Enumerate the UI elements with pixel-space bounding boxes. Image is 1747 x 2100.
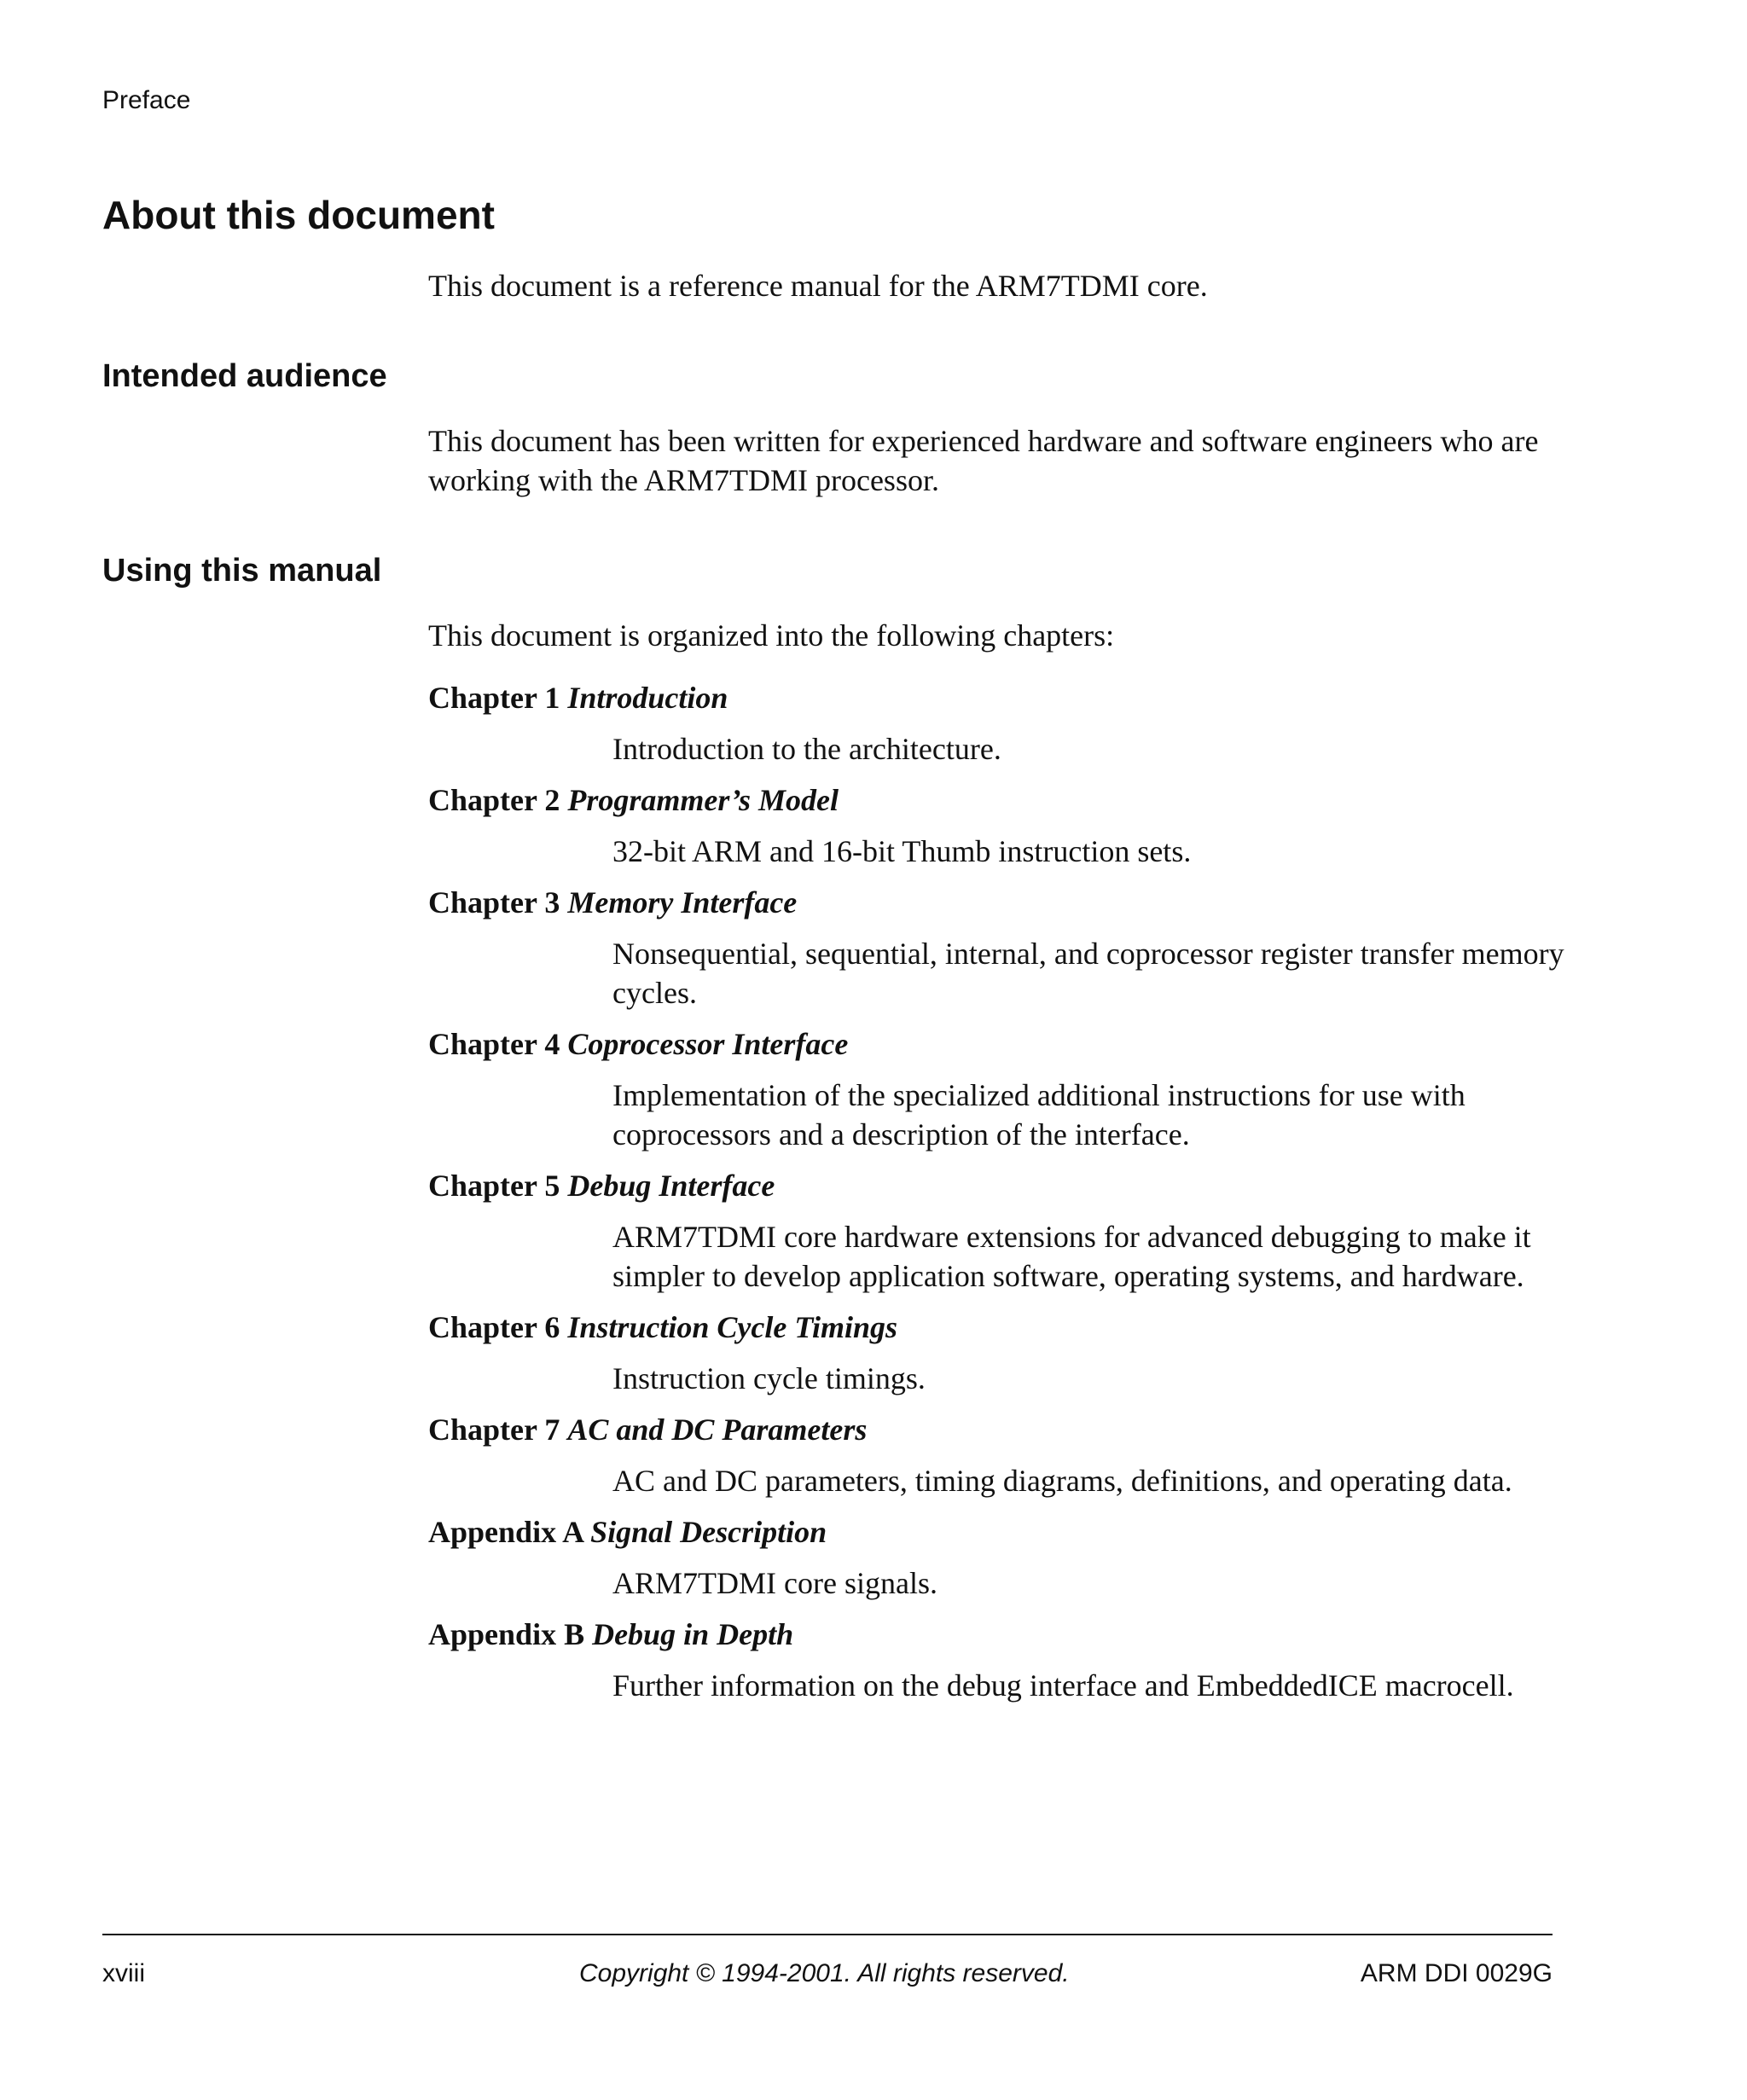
- section-title: About this document: [102, 193, 495, 237]
- chapter-description: AC and DC parameters, timing diagrams, definitions, and operating data.: [612, 1464, 1512, 1498]
- intended-audience-heading: Intended audience: [102, 358, 387, 394]
- chapter-list: [428, 678, 1571, 1717]
- chapter-description: ARM7TDMI core hardware extensions for advanced debugging to make it simpler to develop application software, operating systems, and hardware.: [612, 1220, 1531, 1293]
- chapter-entry: [428, 1308, 1571, 1398]
- chapter-title: AC and DC Parameters: [567, 1413, 868, 1447]
- chapter-label: Chapter 6: [428, 1310, 560, 1344]
- chapter-title: Debug Interface: [567, 1169, 775, 1203]
- chapter-title: Programmer’s Model: [567, 783, 839, 817]
- chapter-heading: [428, 1166, 1571, 1205]
- chapter-title: Introduction: [567, 681, 728, 715]
- chapter-description: ARM7TDMI core signals.: [612, 1566, 937, 1600]
- chapter-title: Memory Interface: [567, 885, 798, 919]
- chapter-entry: [428, 1615, 1571, 1705]
- chapter-description: Implementation of the specialized additional instructions for use with coprocessors and a description of the interface.: [612, 1078, 1466, 1152]
- document-id: ARM DDI 0029G: [1360, 1959, 1553, 1987]
- running-head: Preface: [102, 86, 191, 114]
- chapter-label: Chapter 1: [428, 681, 560, 715]
- chapter-entry: [428, 780, 1571, 871]
- chapter-heading: [428, 1410, 1571, 1449]
- chapter-label: Chapter 2: [428, 783, 560, 817]
- chapter-title: Signal Description: [590, 1515, 827, 1549]
- chapter-label: Chapter 4: [428, 1027, 560, 1061]
- chapter-entry: [428, 1512, 1571, 1603]
- chapter-heading: [428, 1615, 1571, 1654]
- page-number: xviii: [102, 1959, 145, 1987]
- chapter-entry: [428, 1166, 1571, 1296]
- chapter-description: Introduction to the architecture.: [612, 732, 1001, 766]
- intended-audience-text: This document has been written for experienced hardware and software engineers who are working with the ARM7TDMI processor.: [428, 424, 1539, 497]
- chapter-entry: [428, 1024, 1571, 1154]
- chapter-description: 32-bit ARM and 16-bit Thumb instruction sets.: [612, 834, 1192, 868]
- chapter-entry: [428, 1410, 1571, 1500]
- chapter-label: Appendix B: [428, 1617, 585, 1651]
- chapter-entry: [428, 678, 1571, 769]
- footer-rule: [102, 1934, 1553, 1935]
- chapters-intro: This document is organized into the following chapters:: [428, 618, 1115, 653]
- chapter-heading: [428, 883, 1571, 922]
- chapter-title: Debug in Depth: [592, 1617, 794, 1651]
- chapter-description: Further information on the debug interface and EmbeddedICE macrocell.: [612, 1668, 1514, 1703]
- chapter-heading: [428, 678, 1571, 717]
- chapter-heading: [428, 1308, 1571, 1347]
- document-intro: This document is a reference manual for the ARM7TDMI core.: [428, 269, 1208, 303]
- chapter-label: Chapter 3: [428, 885, 560, 919]
- chapter-label: Appendix A: [428, 1515, 583, 1549]
- chapter-heading: [428, 1512, 1571, 1552]
- chapter-title: Instruction Cycle Timings: [567, 1310, 898, 1344]
- chapter-description: Nonsequential, sequential, internal, and coprocessor register transfer memory cycles.: [612, 937, 1564, 1010]
- chapter-label: Chapter 7: [428, 1413, 560, 1447]
- chapter-entry: [428, 883, 1571, 1012]
- chapter-label: Chapter 5: [428, 1169, 560, 1203]
- chapter-title: Coprocessor Interface: [567, 1027, 849, 1061]
- chapter-heading: [428, 1024, 1571, 1064]
- using-manual-heading: Using this manual: [102, 553, 382, 589]
- chapter-description: Instruction cycle timings.: [612, 1361, 926, 1395]
- copyright-notice: Copyright © 1994-2001. All rights reserved.: [579, 1959, 1070, 1987]
- chapter-heading: [428, 780, 1571, 820]
